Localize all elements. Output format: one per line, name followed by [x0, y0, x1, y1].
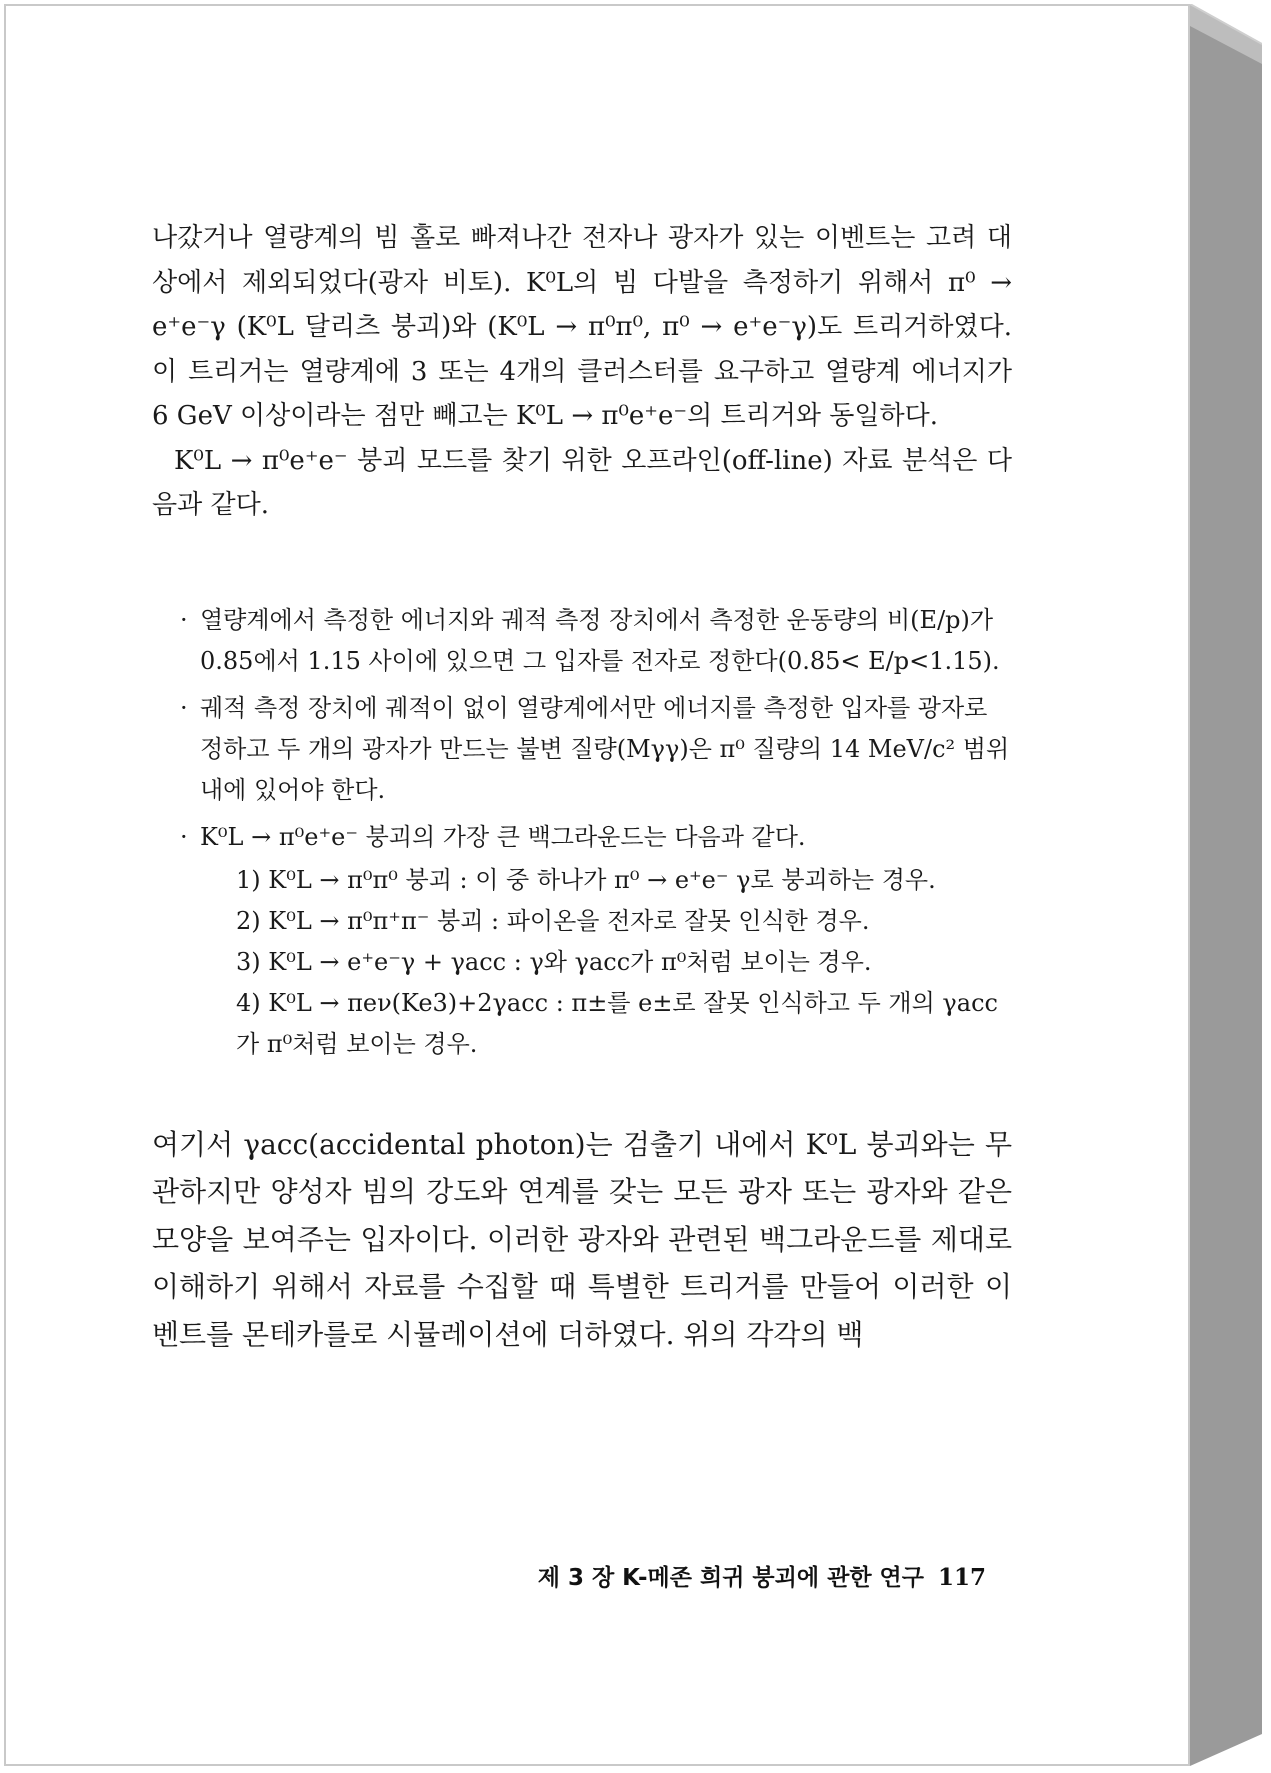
criteria-list: [152, 600, 1012, 1065]
page-content: [152, 216, 1012, 1358]
bullet-dot: ·: [180, 822, 188, 851]
list-item: [152, 600, 1012, 682]
bullet-text-background: K⁰L → π⁰e⁺e⁻ 붕괴의 가장 큰 백그라운드는 다음과 같다.: [200, 822, 806, 851]
sublist-item: 3) K⁰L → e⁺e⁻γ + γacc : γ와 γacc가 π⁰처럼 보이는 경우.: [236, 947, 872, 976]
sublist-item: 2) K⁰L → π⁰π⁺π⁻ 붕괴 : 파이온을 전자로 잘못 인식한 경우.: [236, 906, 870, 935]
paragraph-accidental-photon: 여기서 γacc(accidental photon)는 검출기 내에서 K⁰L 붕괴와는 무관하지만 양성자 빔의 강도와 연계를 갖는 모든 광자 또는 광자와 같은 모양을 보여주는 입자이다. 이러한 광자와 관련된 백그라운드를 제대로 이해하기 위해서 자료를 수집할 때 특별한 트리거를 만들어 이러한 이벤트를 몬테카를로 시뮬레이션에 더하였다. 위의 각각의 백: [152, 1127, 1012, 1351]
bullet-dot: ·: [180, 605, 188, 634]
paragraph-photon-veto: 나갔거나 열량계의 빔 홀로 빠져나간 전자나 광자가 있는 이벤트는 고려 대상에서 제외되었다(광자 비토). K⁰L의 빔 다발을 측정하기 위해서 π⁰ → e⁺e⁻γ (K⁰L 달리츠 붕괴)와 (K⁰L → π⁰π⁰, π⁰ → e⁺e⁻γ)도 트리거하였다. 이 트리거는 열량계에 3 또는 4개의 클러스터를 요구하고 열량계 에너지가 6 GeV 이상이라는 점만 빼고는 K⁰L → π⁰e⁺e⁻의 트리거와 동일하다.: [152, 223, 1012, 431]
chapter-title: 제 3 장 K-메존 희귀 붕괴에 관한 연구: [537, 1565, 924, 1591]
list-item: [152, 688, 1012, 811]
bullet-text-electron: 열량계에서 측정한 에너지와 궤적 측정 장치에서 측정한 운동량의 비(E/p)가 0.85에서 1.15 사이에 있으면 그 입자를 전자로 정한다(0.85< E/p<1.15).: [200, 605, 1000, 675]
background-sublist: [200, 860, 1012, 1065]
sublist-item: 1) K⁰L → π⁰π⁰ 붕괴 : 이 중 하나가 π⁰ → e⁺e⁻ γ로 붕괴하는 경우.: [236, 865, 936, 894]
book-spine: [1190, 4, 1262, 1766]
paragraph-offline-analysis: K⁰L → π⁰e⁺e⁻ 붕괴 모드를 찾기 위한 오프라인(off-line) 자료 분석은 다음과 같다.: [152, 445, 1012, 520]
page: [4, 4, 1190, 1766]
page-number: 117: [937, 1564, 986, 1591]
bullet-dot: ·: [180, 693, 188, 722]
running-footer: [526, 1559, 986, 1592]
bullet-text-photon: 궤적 측정 장치에 궤적이 없이 열량계에서만 에너지를 측정한 입자를 광자로 정하고 두 개의 광자가 만드는 불변 질량(Mγγ)은 π⁰ 질량의 14 MeV/c² 범위 내에 있어야 한다.: [200, 693, 1010, 804]
list-item: [152, 817, 1012, 1065]
sublist-item: 4) K⁰L → πeν(Ke3)+2γacc : π±를 e±로 잘못 인식하고 두 개의 γacc가 π⁰처럼 보이는 경우.: [236, 988, 998, 1058]
